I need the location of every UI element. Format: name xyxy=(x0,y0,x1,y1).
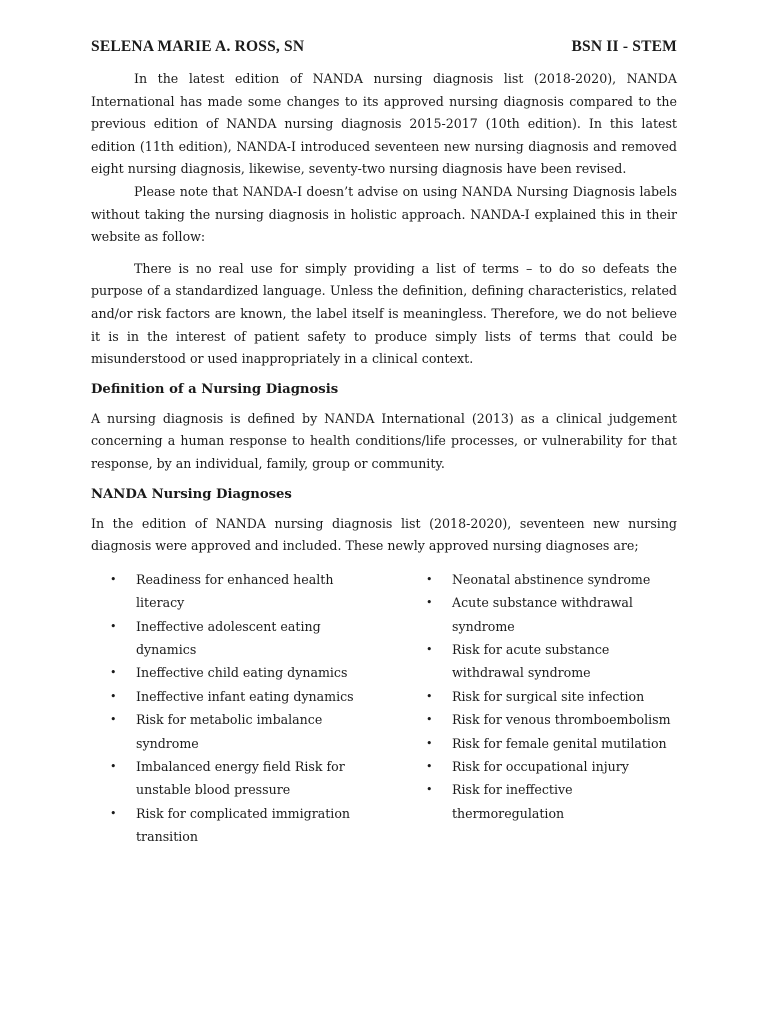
bullet-icon: • xyxy=(426,642,433,656)
list-item-text: Risk for ineffective thermoregulation xyxy=(452,782,573,821)
bullet-icon: • xyxy=(110,619,117,633)
quote-paragraph: There is no real use for simply providing a list of terms – to do so defeats the purpose of a standardized language. Unless the definition, defining characteristics, related and/or risk factors are known, the label itself is meaningless. Therefore, we do not believe it is in the interest of patient safety to produce simply lists of terms that could be misunderstood or used inappropriately in a clinical context. xyxy=(91,260,677,367)
list-item xyxy=(110,661,381,684)
document-page xyxy=(91,38,677,849)
definition-heading: Definition of a Nursing Diagnosis xyxy=(91,381,339,397)
list-item xyxy=(426,685,677,708)
definition-paragraph: A nursing diagnosis is defined by NANDA International (2013) as a clinical judgement concerning a human response to health conditions/life processes, or vulnerability for that response, by an individual, family, group or community. xyxy=(91,410,677,471)
diagnoses-list-right xyxy=(381,568,677,849)
list-item-text: Ineffective infant eating dynamics xyxy=(136,688,354,704)
list-item-text: Risk for occupational injury xyxy=(452,758,629,774)
bullet-icon: • xyxy=(110,572,117,586)
list-item-text: Ineffective child eating dynamics xyxy=(136,665,348,681)
bullet-icon: • xyxy=(426,759,433,773)
list-item xyxy=(426,732,677,755)
list-item-text: Risk for acute substance withdrawal syndrome xyxy=(452,641,610,681)
bullet-icon: • xyxy=(110,806,117,820)
list-item-text: Risk for metabolic imbalance syndrome xyxy=(136,712,323,751)
diagnoses-heading: NANDA Nursing Diagnoses xyxy=(91,486,292,502)
list-item xyxy=(110,802,381,849)
list-item-text: Readiness for enhanced health literacy xyxy=(136,571,334,611)
diagnoses-list xyxy=(91,568,677,849)
list-item-text: Acute substance withdrawal syndrome xyxy=(452,595,633,634)
list-item xyxy=(110,708,381,755)
list-item xyxy=(426,638,677,685)
list-item-text: Risk for female genital mutilation xyxy=(452,735,667,751)
list-item xyxy=(110,615,381,662)
bullet-icon: • xyxy=(426,596,433,610)
note-paragraph: Please note that NANDA-I doesn’t advise on using NANDA Nursing Diagnosis labels without taking the nursing diagnosis in holistic approach. NANDA-I explained this in their website as follow: xyxy=(91,183,677,245)
list-item xyxy=(426,591,677,638)
list-item xyxy=(426,568,677,591)
diagnoses-list-left xyxy=(91,568,381,849)
page-header xyxy=(91,38,677,62)
list-item-text: Neonatal abstinence syndrome xyxy=(452,571,651,587)
bullet-icon: • xyxy=(426,572,433,586)
bullet-icon: • xyxy=(110,666,117,680)
bullet-icon: • xyxy=(426,783,433,797)
list-item-text: Risk for complicated immigration transition xyxy=(136,805,351,845)
list-item-text: Risk for venous thromboembolism xyxy=(452,712,671,728)
bullet-icon: • xyxy=(426,713,433,727)
bullet-icon: • xyxy=(426,736,433,750)
course-label: BSN II - STEM xyxy=(571,38,677,55)
diagnoses-paragraph: In the edition of NANDA nursing diagnosis list (2018-2020), seventeen new nursing diagnosis were approved and included. These newly approved nursing diagnoses are; xyxy=(91,515,677,554)
list-item xyxy=(426,708,677,731)
list-item xyxy=(426,755,677,778)
list-item xyxy=(110,755,381,802)
list-item-text: Imbalanced energy field Risk for unstable blood pressure xyxy=(136,758,345,798)
list-item-text: Risk for surgical site infection xyxy=(452,688,645,704)
bullet-icon: • xyxy=(426,689,433,703)
list-item xyxy=(110,685,381,708)
list-item xyxy=(426,778,677,825)
author-name: SELENA MARIE A. ROSS, SN xyxy=(91,38,305,55)
list-item-text: Ineffective adolescent eating dynamics xyxy=(136,618,321,657)
bullet-icon: • xyxy=(110,713,117,727)
bullet-icon: • xyxy=(110,759,117,773)
bullet-icon: • xyxy=(110,689,117,703)
intro-paragraph: In the latest edition of NANDA nursing diagnosis list (2018-2020), NANDA International has made some changes to its approved nursing diagnosis compared to the previous edition of NANDA nursing diagnosis 2015-2017 (10th edition). In this latest edition (11th edition), NANDA-I introduced seventeen new nursing diagnosis and removed eight nursing diagnosis, likewise, seventy-two nursing diagnosis have been revised. xyxy=(91,71,677,177)
list-item xyxy=(110,568,381,615)
